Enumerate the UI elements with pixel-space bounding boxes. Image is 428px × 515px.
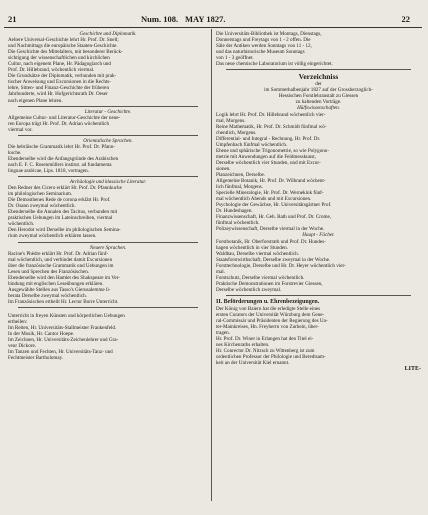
- text-line: von 1 - 3 geöffnet.: [216, 55, 254, 62]
- text-line: Dr. Hundeshagen.: [216, 208, 253, 215]
- text-line: Staatsforstwirthschaft, Derselbe zweymal in der Woche.: [216, 256, 331, 263]
- text-line: ordentlichen Professor der Philologie und Beredtsam-: [216, 354, 326, 361]
- text-line: ter-Mainkreises, Hn. Freyherrn von Zurhein, über-: [216, 324, 319, 331]
- text-line: Die Universitäts-Bibliothek ist Montags, Dienstags,: [216, 31, 322, 37]
- text-line: veur Dickore.: [8, 343, 37, 350]
- text-line: berata Derselbe zweymal wöchentlich.: [8, 292, 87, 299]
- text-line: der: [315, 81, 322, 88]
- text-line: Die hebräische Grammatik lehrt Hr. Prof. Dr. Pfann-: [8, 143, 115, 150]
- divider: [18, 242, 198, 243]
- text-line: Das neue chemische Laboratorium ist völlig eingerichtet.: [216, 61, 333, 68]
- section-title: Archäologie und klassische Literatur.: [69, 179, 147, 186]
- text-line: nach E. F. C. Rosenmüllers institut. ad fundamenta: [8, 161, 112, 168]
- text-line: Forstschutz, Derselbe viermal wöchentlich.: [216, 274, 305, 281]
- right-column: [216, 31, 421, 372]
- text-line: kuche.: [8, 149, 22, 156]
- text-line: Den Herodot wird Derselbe im philologischen Semina-: [8, 227, 121, 234]
- text-line: In der Musik, Hr. Cantor Hoepe.: [8, 331, 75, 338]
- text-line: Hessischen Forstlehranstalt zu Giessen: [278, 93, 359, 100]
- text-line: mal wöchentlich Abends und mit Excursionen.: [216, 196, 312, 203]
- text-line: Im Reiten, Hr. Universitäts-Stallmeister Frankenfeld.: [8, 325, 117, 332]
- text-line: bindung mit englischen Leseübungen erklären.: [8, 280, 104, 287]
- header-rule: [4, 27, 422, 28]
- divider: [18, 106, 198, 107]
- text-line: Allgemeine Botanik, Hr. Prof. Dr. Wilbrand wöchent-: [216, 178, 326, 185]
- library-hours-notice: [216, 31, 421, 67]
- text-line: Planzeichnen, Derselbe.: [216, 171, 266, 178]
- main-subjects-list: [216, 239, 421, 293]
- text-line: Prof. Dr. Hillebrand, wöchentlich viermal.: [8, 67, 95, 74]
- text-line: Aeltere Universal-Geschichte lehrt Hr. Prof. Dr. Snell;: [8, 37, 119, 44]
- main-subjects-title: Haupt - Fächer.: [302, 232, 335, 239]
- text-line: Specielle Mineralogie, Hr. Prof. Dr. Wernekink fünf-: [216, 190, 324, 197]
- right-page-number: 22: [401, 14, 410, 24]
- text-line: Ebenderselbe die Annalen des Tacitus, verbunden mit: [8, 209, 118, 216]
- text-line: Ebenderselbe wird die Anfangsgründe des Arabischen: [8, 155, 119, 162]
- text-line: Psychologie der Gewächse, Hr. Universitätsgärtner Prof.: [216, 202, 332, 209]
- left-page-number: 21: [8, 14, 17, 24]
- issue-date: MAY 1827.: [185, 14, 226, 24]
- text-line: Ebenderselbe wird den Hamlet des Shakspeare im Ver-: [8, 274, 120, 281]
- text-line: Jahrhunderte, wird Hr. Hofgerichtsrath Dr. Oeser: [8, 91, 108, 98]
- divider: [18, 176, 198, 177]
- text-line: Den Redner des Cicero erklärt Hr. Prof. Dr. Pfannkuche: [8, 185, 122, 192]
- text-line: Donnerstags und Freytags von 1 - 2 offen. Die: [216, 37, 311, 44]
- text-line: rium zweymal wöchentlich erklären lassen.: [8, 233, 97, 240]
- text-line: tischer Anweisung und Excursionen in die Rechts-: [8, 79, 111, 86]
- text-line: sichtigung der wissenschaftlichen und kirchlichen: [8, 55, 110, 62]
- text-line: lehre, Sitten- und Finanz-Geschichte der früheren: [8, 85, 109, 92]
- text-line: Finanzwissenschaft, Hr. Geh. Rath und Prof. Dr. Crome,: [216, 214, 332, 221]
- text-line: Logik lehrt Hr. Prof. Dr. Hillebrand wöchentlich vier-: [216, 111, 326, 118]
- divider: [226, 295, 411, 296]
- text-line: Praktische Demonstrationen im Forstrevier Giessen,: [216, 280, 323, 287]
- text-line: chentlich, Morgens.: [216, 129, 257, 136]
- text-line: keit an der Universität Kiel ernannt.: [216, 360, 290, 367]
- text-line: Derselbe wöchentlich vier Stunden, und mit Excur-: [216, 159, 321, 166]
- text-line: lich fünfmal, Morgens.: [216, 184, 263, 191]
- text-line: linguae arabicae, Lips. 1818, vortragen.: [8, 167, 89, 174]
- text-line: Cultur, nach eigenem Plane, Hr. Pädagogiarch und: [8, 61, 111, 68]
- text-line: Derselbe wöchentlich zweymal.: [216, 286, 282, 293]
- text-line: Allgemeine Cultur- und Literatur-Geschichte der neue-: [8, 114, 121, 121]
- text-line: zu haltenden Vorträge.: [295, 99, 342, 106]
- text-line: Waldbau, Derselbe viermal wöchentlich.: [216, 250, 299, 257]
- text-line: im Sommerhalbenjahr 1827 auf der Grossherzoglich-: [264, 87, 373, 94]
- catchword: LITE-: [404, 366, 421, 373]
- text-line: Lesen und Sprechen des Französischen.: [8, 268, 90, 275]
- text-line: praktischen Uebungen im Lateinschreiben, viermal: [8, 215, 113, 222]
- text-line: mal wöchentlich, und verbindet damit Excursionen: [8, 256, 113, 263]
- column-divider: [211, 29, 212, 501]
- register-title: Verzeichniss: [298, 72, 339, 82]
- text-line: hagen wöchentlich in vier Stunden.: [216, 244, 289, 251]
- section-title: Orientalische Sprachen.: [83, 137, 133, 144]
- text-line: Racine's Phèdre erklärt Hr. Prof. Dr. Adrian fünf-: [8, 250, 109, 257]
- text-line: ral-Commissär und Präsidenten der Regierung des Un-: [216, 318, 328, 325]
- text-line: Die Demosthenes Rede de corona erklärt Hr. Prof.: [8, 197, 111, 204]
- text-line: Hr. Conrector Dr. Nitzsch zu Wittenberg ist zum: [216, 348, 315, 355]
- text-line: tragen.: [216, 330, 231, 337]
- auxiliary-sciences-list: [216, 112, 421, 233]
- section-title: Neuere Sprachen.: [89, 244, 127, 251]
- section-heading: II. Beförderungen u. Ehrenbezeigungen.: [216, 298, 320, 305]
- text-line: Hr. Prof. Dr. Winer in Erlangen hat den Titel ei-: [216, 336, 314, 343]
- divider: [18, 135, 198, 136]
- text-line: viermal vor.: [8, 126, 33, 133]
- text-line: Ausgewählte Stellen aus Tasso's Gierusalemme li-: [8, 286, 111, 293]
- text-line: Säle der Antiken werden Sonntags von 11 - 12,: [216, 43, 312, 50]
- text-line: Die Geschichte des Mittelalters, mit besonderer Berück-: [8, 49, 123, 56]
- text-line: ertheilen:: [8, 319, 28, 326]
- text-line: und das naturhistorische Museum Sonntags: [216, 49, 305, 56]
- text-line: Forsttechnologie, Derselbe und Hr. Dr. Heyer wöchentlich vier-: [216, 262, 346, 269]
- text-line: ren Europa trägt Hr. Prof. Dr. Adrian wöchentlich: [8, 120, 109, 127]
- text-line: wöchentlich.: [8, 221, 35, 228]
- divider: [226, 69, 411, 70]
- section-body: [216, 306, 421, 366]
- text-line: Im Französischen ertheilt Hr. Lector Borre Unterricht.: [8, 298, 119, 305]
- divider: [18, 307, 198, 308]
- issue-number: Num. 108.: [141, 14, 179, 24]
- left-column: [8, 31, 208, 361]
- text-line: sionen.: [216, 165, 231, 172]
- section-title: Literatur - Geschichte.: [84, 108, 132, 115]
- page-header: [4, 14, 424, 26]
- text-line: mal, Morgens.: [216, 117, 246, 124]
- text-line: Der König von Baiern hat die erledigte Stelle eines: [216, 305, 321, 312]
- section-title: Geschichte und Diplomatik.: [79, 31, 137, 37]
- text-line: im philologischen Seminarium.: [8, 191, 73, 198]
- text-line: Im Tanzen und Fechten, Hr. Universitäts-Tanz- und: [8, 349, 113, 356]
- text-line: Reine Mathematik, Hr. Prof. Dr. Schmidt fünfmal wö-: [216, 123, 327, 130]
- text-line: Differential- und Integral - Rechnung, Hr. Prof. Dr.: [216, 135, 321, 142]
- text-line: metrie mit Anwendungen auf die Feldmesskunst,: [216, 153, 316, 160]
- text-line: Forstbotanik, Hr. Oberforstrath und Prof. Dr. Hundes-: [216, 238, 326, 245]
- text-line: fünfmal wöchentlich.: [216, 220, 260, 227]
- text-line: Umpfenbach fünfmal wöchentlich.: [216, 141, 288, 148]
- text-line: Dr. Osann zweymal wöchentlich.: [8, 203, 76, 210]
- text-line: Die Grundsätze der Diplomatik, verbunden mit prak-: [8, 73, 117, 80]
- text-line: Unterricht in freyen Künsten und körperlichen Uebungen: [8, 312, 125, 319]
- register-subtitle: [216, 81, 421, 105]
- text-line: mal.: [216, 268, 225, 275]
- auxiliary-sciences-title: Hülfswissenschaften.: [297, 105, 340, 112]
- text-line: und Nachmittags die europäische Staaten-Geschichte.: [8, 43, 118, 50]
- text-line: nes Kirchenraths erhalten.: [216, 342, 270, 349]
- text-line: Polizeywissenschaft, Derselbe viermal in der Woche.: [216, 226, 325, 233]
- text-line: Im Zeichnen, Hr. Universitäts-Zeichenlehrer und Gra-: [8, 337, 119, 344]
- text-line: Fechtmeister Bartholomay.: [8, 355, 64, 362]
- text-line: über die französische Grammatik und Uebungen im: [8, 262, 114, 269]
- text-line: nach eigenen Plane lehren.: [8, 97, 63, 104]
- text-line: ersten Curators der Universität Würzburg dem Gene-: [216, 311, 325, 318]
- text-line: Ebene und sphärische Trigonometrie, so wie Polygono-: [216, 147, 330, 154]
